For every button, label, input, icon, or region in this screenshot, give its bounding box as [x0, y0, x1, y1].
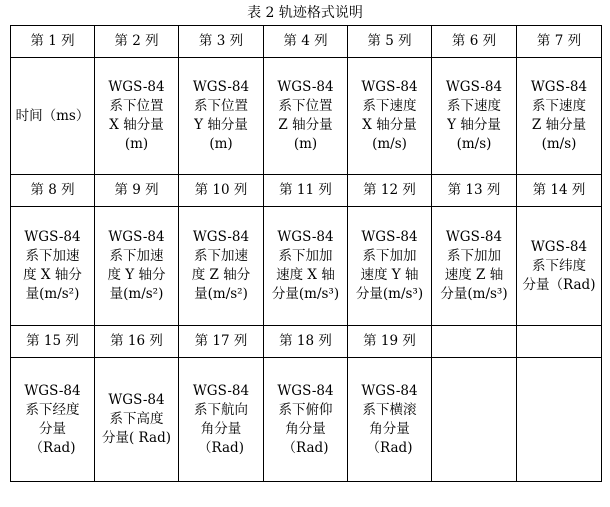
cell-text-line: (m): [124, 136, 149, 152]
content-cell: [432, 207, 517, 326]
cell-text-line: WGS-84: [108, 229, 165, 245]
content-cell: [517, 58, 602, 175]
cell-text-line: 系下位置: [194, 98, 248, 114]
header-row-3: [11, 326, 602, 358]
cell-text-line: (m/s): [456, 136, 492, 152]
content-cell: [264, 358, 348, 482]
content-cell: [264, 58, 348, 175]
cell-text-line: (m): [293, 136, 318, 152]
cell-text-line: 角分量: [200, 420, 242, 437]
header-cell: 第 3 列: [179, 26, 264, 58]
cell-text-line: 系下加速: [109, 248, 164, 264]
content-row-2: [11, 207, 602, 326]
content-cell: [95, 58, 179, 175]
cell-text-line: 系下位置: [278, 98, 333, 114]
cell-text-line: Z 轴分量: [278, 117, 333, 133]
cell-text-line: 角分量: [285, 420, 326, 437]
cell-text-line: X 轴分量: [362, 117, 417, 133]
cell-text-line: WGS-84: [108, 79, 165, 95]
cell-text-line: (m): [209, 136, 233, 152]
header-cell: 第 19 列: [348, 326, 432, 358]
cell-text-line: 系下横滚: [362, 401, 417, 418]
content-cell: [95, 358, 179, 482]
cell-text-line: X 轴分量: [109, 117, 164, 133]
cell-text-line: 分量(m/s³): [271, 286, 340, 302]
content-cell: [348, 207, 432, 326]
header-cell: [432, 326, 517, 358]
cell-text-line: 度 X 轴分: [23, 267, 82, 283]
cell-text-line: Z 轴分量: [531, 117, 587, 133]
content-cell: [432, 358, 517, 482]
cell-text-line: 速度 X 轴: [276, 267, 335, 283]
header-cell: 第 11 列: [264, 175, 348, 207]
cell-text-line: 度 Y 轴分: [107, 267, 166, 283]
cell-text-line: Y 轴分量: [447, 117, 501, 133]
cell-text-line: 系下加加: [447, 248, 501, 264]
content-cell: [11, 358, 95, 482]
content-cell: [264, 207, 348, 326]
cell-text-line: 系下加速: [194, 248, 248, 264]
table-caption: 表 2 轨迹格式说明: [247, 5, 363, 21]
cell-text-line: WGS-84: [445, 79, 503, 95]
cell-text-line: 度 Z 轴分: [191, 267, 251, 283]
content-cell: [179, 58, 264, 175]
header-cell: 第 17 列: [179, 326, 264, 358]
cell-text-line: （Rad): [366, 439, 413, 456]
cell-text-line: 速度 Z 轴: [444, 267, 504, 283]
header-cell: 第 16 列: [95, 326, 179, 358]
cell-text-line: （Rad): [29, 439, 76, 456]
cell-text-line: （Rad): [198, 439, 244, 456]
content-cell: [95, 207, 179, 326]
cell-text-line: Y 轴分量: [194, 117, 248, 133]
cell-text-line: 系下速度: [532, 98, 586, 114]
header-cell: 第 7 列: [517, 26, 602, 58]
cell-text-line: 系下加加: [362, 248, 417, 264]
cell-text-line: 量(m/s²): [25, 286, 80, 302]
header-cell: 第 13 列: [432, 175, 517, 207]
content-row-3: [11, 358, 602, 482]
header-cell: 第 10 列: [179, 175, 264, 207]
cell-text-line: WGS-84: [530, 238, 588, 255]
cell-text-line: 系下加速: [25, 248, 80, 264]
cell-text-line: (m/s): [541, 136, 577, 152]
header-cell: 第 9 列: [95, 175, 179, 207]
cell-text-line: WGS-84: [108, 392, 165, 408]
cell-text-line: 系下纬度: [532, 257, 586, 274]
content-cell: [179, 358, 264, 482]
cell-text-line: 系下航向: [194, 401, 248, 418]
header-cell: 第 12 列: [348, 175, 432, 207]
cell-text-line: 分量(m/s³): [355, 286, 424, 302]
cell-text-line: 速度 Y 轴: [360, 267, 419, 283]
cell-text-line: 分量（Rad): [522, 276, 596, 293]
header-cell: [517, 326, 602, 358]
content-cell: [179, 207, 264, 326]
cell-text-line: WGS-84: [361, 229, 418, 245]
header-cell: 第 15 列: [11, 326, 95, 358]
cell-text-line: WGS-84: [24, 382, 81, 399]
cell-text-line: 分量( Rad): [102, 430, 171, 446]
cell-text-line: 分量: [39, 420, 66, 437]
cell-text-line: 系下位置: [109, 98, 164, 114]
cell-text-line: WGS-84: [192, 79, 250, 95]
header-cell: 第 5 列: [348, 26, 432, 58]
content-cell: [348, 58, 432, 175]
cell-text-line: WGS-84: [530, 79, 588, 95]
header-row-2: [11, 175, 602, 207]
header-cell: 第 6 列: [432, 26, 517, 58]
cell-text-line: WGS-84: [361, 79, 418, 95]
cell-text-line: WGS-84: [445, 229, 503, 245]
cell-text-line: 量(m/s²): [109, 286, 164, 302]
content-cell: [348, 358, 432, 482]
cell-text-line: 量(m/s²): [194, 286, 248, 302]
header-cell: 第 1 列: [11, 26, 95, 58]
content-cell: [432, 58, 517, 175]
cell-text-line: 系下高度: [109, 411, 164, 427]
cell-text-line: WGS-84: [277, 382, 334, 399]
header-cell: 第 8 列: [11, 175, 95, 207]
content-cell: [517, 358, 602, 482]
cell-text-line: 系下速度: [447, 98, 501, 114]
cell-text-line: WGS-84: [192, 382, 250, 399]
cell-text-line: WGS-84: [361, 382, 418, 399]
cell-text-line: WGS-84: [192, 229, 250, 245]
cell-text-line: 系下加加: [278, 248, 333, 264]
cell-text-line: WGS-84: [277, 79, 334, 95]
cell-text-line: 系下俯仰: [278, 401, 333, 418]
content-row-1: [11, 58, 602, 175]
header-cell: 第 14 列: [517, 175, 602, 207]
content-cell: [517, 207, 602, 326]
cell-text-line: （Rad): [282, 439, 329, 456]
header-cell: 第 18 列: [264, 326, 348, 358]
cell-text-line: (m/s): [372, 136, 407, 152]
cell-text-line: 时间（ms）: [15, 107, 90, 124]
cell-text-line: WGS-84: [277, 229, 334, 245]
content-cell: [11, 58, 95, 175]
cell-text-line: 系下经度: [25, 401, 80, 418]
cell-text-line: WGS-84: [24, 229, 81, 245]
content-cell: [11, 207, 95, 326]
cell-text-line: 分量(m/s³): [440, 286, 508, 302]
header-cell: 第 4 列: [264, 26, 348, 58]
header-row-1: [11, 26, 602, 58]
cell-text-line: 系下速度: [362, 98, 417, 114]
trajectory-format-table: [10, 25, 602, 482]
cell-text-line: 角分量: [369, 420, 410, 437]
header-cell: 第 2 列: [95, 26, 179, 58]
